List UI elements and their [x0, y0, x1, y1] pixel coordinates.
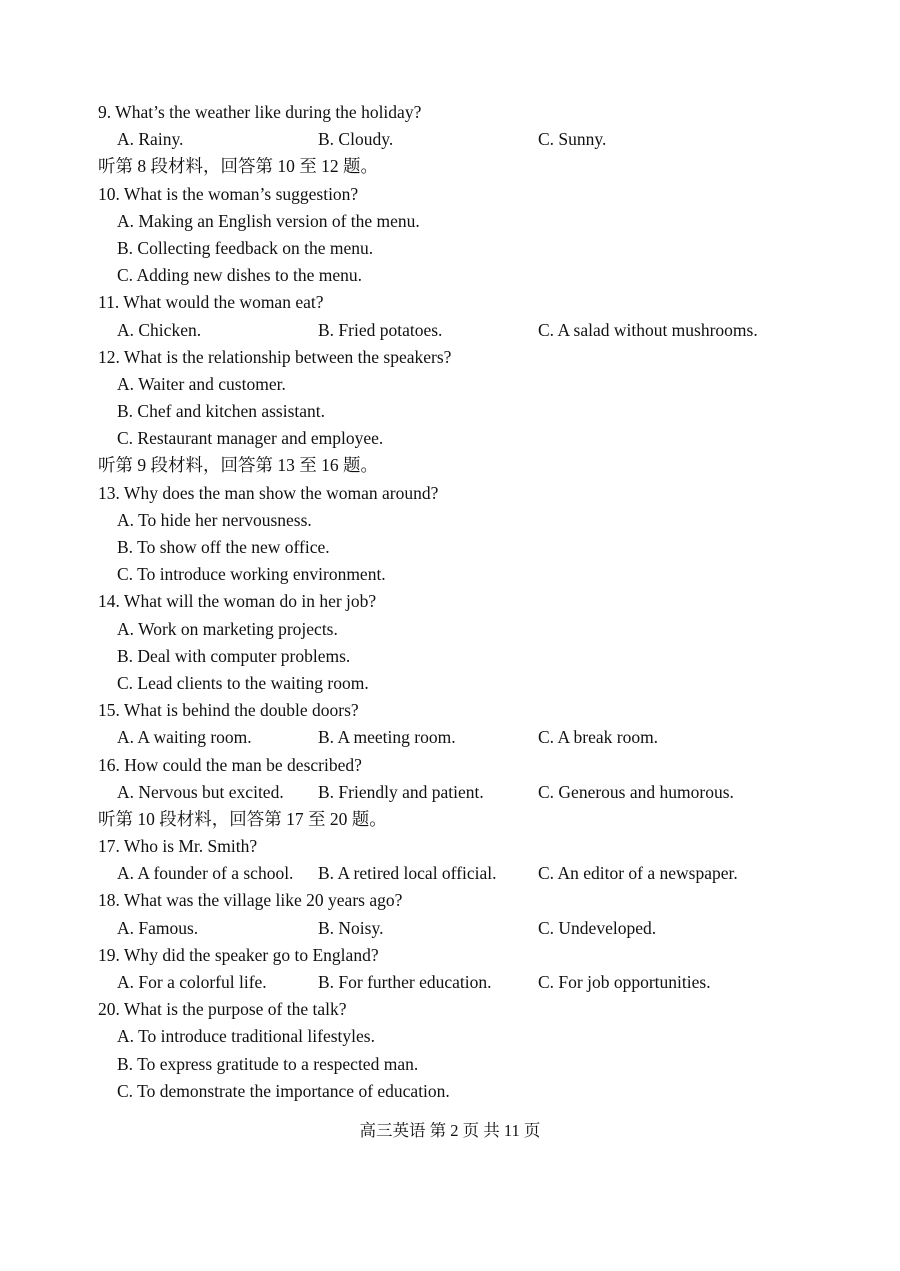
option-c: C. Undeveloped.: [538, 917, 657, 938]
option-b: B. Cloudy.: [318, 129, 394, 150]
option-a: A. Nervous but excited.: [117, 781, 284, 802]
section-instruction: 听第 8 段材料，回答第 10 至 12 题。: [98, 156, 378, 177]
answer-option: A. Waiter and customer.: [117, 373, 286, 394]
question-text: 19. Why did the speaker go to England?: [98, 944, 379, 965]
option-b: B. Friendly and patient.: [318, 781, 484, 802]
question-text: 20. What is the purpose of the talk?: [98, 999, 347, 1020]
answer-options-row: [98, 317, 818, 344]
answer-option: B. To show off the new office.: [117, 537, 330, 557]
option-c: C. A break room.: [538, 727, 659, 748]
answer-option: C. Restaurant manager and employee.: [117, 428, 384, 449]
question-text: 10. What is the woman’s suggestion?: [98, 183, 359, 204]
page-footer: 高三英语 第 2 页 共 11 页: [359, 1121, 541, 1140]
section-instruction: 听第 10 段材料，回答第 17 至 20 题。: [98, 808, 387, 829]
question-text: 12. What is the relationship between the speakers?: [98, 346, 452, 367]
option-c: C. An editor of a newspaper.: [538, 863, 738, 884]
question-text: 13. Why does the man show the woman around?: [98, 482, 439, 503]
answer-option: A. Work on marketing projects.: [117, 618, 338, 639]
answer-option: C. Lead clients to the waiting room.: [117, 672, 369, 693]
option-c: C. A salad without mushrooms.: [538, 319, 758, 340]
answer-options-row: [98, 779, 818, 806]
question-list: [98, 99, 818, 1105]
option-a: A. Chicken.: [117, 319, 202, 340]
answer-option: C. Adding new dishes to the menu.: [117, 265, 362, 286]
section-instruction: 听第 9 段材料，回答第 13 至 16 题。: [98, 455, 378, 476]
option-b: B. Noisy.: [318, 917, 384, 938]
question-text: 11. What would the woman eat?: [98, 292, 324, 313]
answer-option: B. Collecting feedback on the menu.: [117, 237, 374, 258]
answer-option: B. Deal with computer problems.: [117, 645, 351, 666]
answer-options-row: [98, 915, 818, 942]
answer-options-row: [98, 969, 818, 996]
answer-option: B. To express gratitude to a respected man.: [117, 1053, 419, 1074]
option-c: C. Generous and humorous.: [538, 781, 734, 802]
option-a: A. A founder of a school.: [117, 863, 294, 884]
question-text: 16. How could the man be described?: [98, 754, 362, 775]
question-text: 9. What’s the weather like during the holiday?: [98, 102, 422, 122]
answer-option: A. To introduce traditional lifestyles.: [117, 1026, 375, 1047]
question-text: 17. Who is Mr. Smith?: [98, 836, 258, 857]
option-c: C. Sunny.: [538, 129, 607, 150]
option-c: C. For job opportunities.: [538, 972, 711, 992]
answer-options-row: [98, 860, 818, 887]
question-text: 14. What will the woman do in her job?: [98, 591, 377, 612]
answer-options-row: [98, 126, 818, 153]
option-a: A. For a colorful life.: [117, 972, 267, 992]
option-b: B. Fried potatoes.: [318, 319, 443, 340]
option-b: B. A retired local official.: [318, 863, 497, 884]
answer-option: C. To introduce working environment.: [117, 564, 386, 585]
option-b: B. For further education.: [318, 972, 492, 992]
option-a: A. Rainy.: [117, 129, 184, 150]
answer-option: B. Chef and kitchen assistant.: [117, 401, 326, 422]
answer-option: C. To demonstrate the importance of education.: [117, 1080, 450, 1101]
question-text: 15. What is behind the double doors?: [98, 700, 359, 721]
question-text: 18. What was the village like 20 years ago?: [98, 890, 403, 911]
option-a: A. Famous.: [117, 917, 199, 938]
answer-options-row: [98, 724, 818, 751]
answer-option: A. Making an English version of the menu.: [117, 210, 420, 231]
answer-option: A. To hide her nervousness.: [117, 509, 312, 530]
option-a: A. A waiting room.: [117, 727, 252, 748]
option-b: B. A meeting room.: [318, 727, 456, 748]
